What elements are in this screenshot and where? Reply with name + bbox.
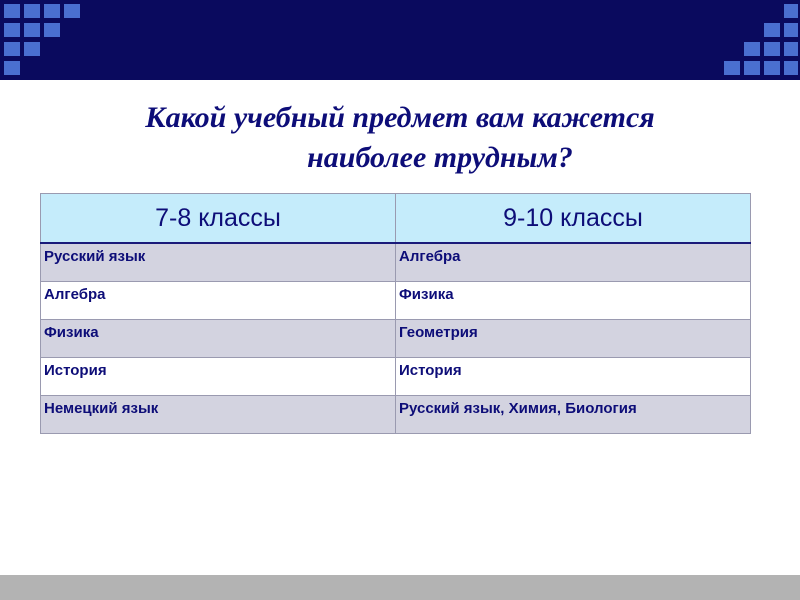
header-band [0, 0, 800, 80]
table-cell: Немецкий язык [41, 395, 396, 433]
table-cell: История [41, 357, 396, 395]
subjects-table [40, 193, 751, 434]
column-header-grades-9-10: 9-10 классы [396, 194, 751, 244]
table-header-row [41, 194, 751, 244]
slide-title [60, 98, 740, 178]
table-row [41, 395, 751, 433]
table-cell: Физика [396, 281, 751, 319]
table-row [41, 319, 751, 357]
column-header-grades-7-8: 7-8 классы [41, 194, 396, 244]
table-cell: Физика [41, 319, 396, 357]
table-row [41, 243, 751, 281]
table-cell: Русский язык, Химия, Биология [396, 395, 751, 433]
table-row [41, 357, 751, 395]
table-cell: Русский язык [41, 243, 396, 281]
table-cell: История [396, 357, 751, 395]
table-cell: Геометрия [396, 319, 751, 357]
slide-title-line1: Какой учебный предмет вам кажется [145, 101, 655, 134]
table-row [41, 281, 751, 319]
table-cell: Алгебра [396, 243, 751, 281]
footer-band [0, 575, 800, 600]
table-cell: Алгебра [41, 281, 396, 319]
slide-title-line2: наиболее трудным? [307, 141, 573, 174]
decorative-squares [0, 0, 800, 80]
